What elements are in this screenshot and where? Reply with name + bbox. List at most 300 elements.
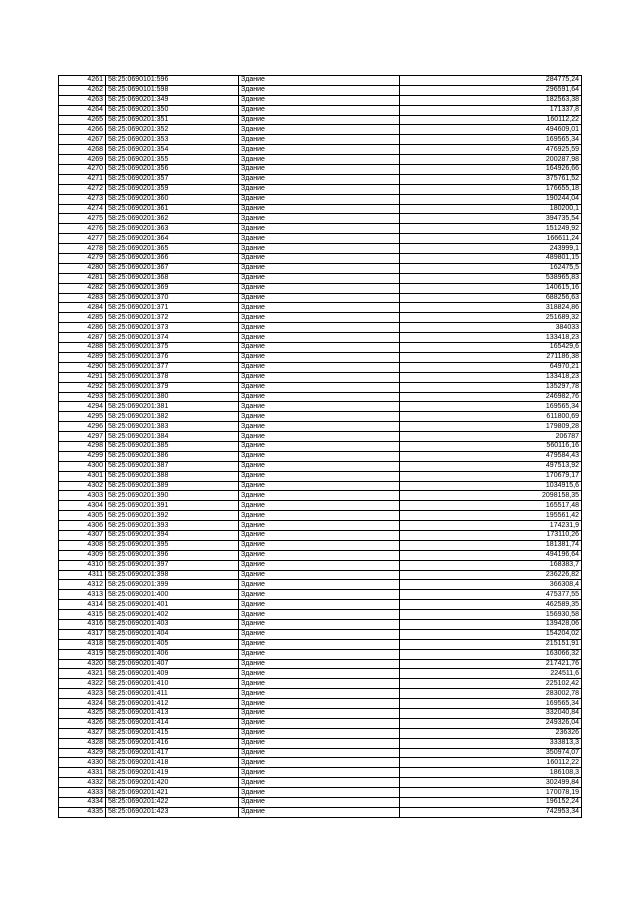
cadastral-value-cell: 171337,8 (400, 105, 582, 115)
object-type-cell: Здание (239, 263, 400, 273)
cadastral-number-cell: 58:25:0690201:396 (106, 550, 239, 560)
table-row (59, 699, 582, 709)
table-row (59, 728, 582, 738)
row-number-cell: 4303 (59, 491, 106, 501)
cadastral-number-cell: 58:25:0690201:356 (106, 165, 239, 175)
cadastral-value-cell: 215151,91 (400, 639, 582, 649)
row-number-cell: 4311 (59, 570, 106, 580)
table-row (59, 115, 582, 125)
cadastral-number-cell: 58:25:0690201:386 (106, 451, 239, 461)
object-type-cell: Здание (239, 85, 400, 95)
table-row (59, 184, 582, 194)
object-type-cell: Здание (239, 125, 400, 135)
cadastral-number-cell: 58:25:0690201:418 (106, 758, 239, 768)
table-row (59, 639, 582, 649)
row-number-cell: 4277 (59, 234, 106, 244)
object-type-cell: Здание (239, 590, 400, 600)
cadastral-number-cell: 58:25:0690201:400 (106, 590, 239, 600)
cadastral-number-cell: 58:25:0690201:364 (106, 234, 239, 244)
cadastral-number-cell: 58:25:0690201:417 (106, 748, 239, 758)
cadastral-number-cell: 58:25:0690201:365 (106, 244, 239, 254)
object-type-cell: Здание (239, 629, 400, 639)
cadastral-number-cell: 58:25:0690201:355 (106, 155, 239, 165)
cadastral-number-cell: 58:25:0690201:351 (106, 115, 239, 125)
row-number-cell: 4292 (59, 382, 106, 392)
row-number-cell: 4316 (59, 619, 106, 629)
row-number-cell: 4291 (59, 372, 106, 382)
row-number-cell: 4330 (59, 758, 106, 768)
table-row (59, 501, 582, 511)
row-number-cell: 4281 (59, 273, 106, 283)
row-number-cell: 4313 (59, 590, 106, 600)
table-row (59, 798, 582, 808)
object-type-cell: Здание (239, 303, 400, 313)
cadastral-number-cell: 58:25:0690201:388 (106, 471, 239, 481)
row-number-cell: 4332 (59, 778, 106, 788)
row-number-cell: 4261 (59, 76, 106, 86)
cadastral-number-cell: 58:25:0690201:413 (106, 709, 239, 719)
cadastral-number-cell: 58:25:0690201:354 (106, 145, 239, 155)
table-row (59, 422, 582, 432)
object-type-cell: Здание (239, 145, 400, 155)
cadastral-value-cell: 170679,17 (400, 471, 582, 481)
object-type-cell: Здание (239, 293, 400, 303)
cadastral-value-cell: 154204,02 (400, 629, 582, 639)
table-body (59, 76, 582, 818)
cadastral-number-cell: 58:25:0690201:422 (106, 798, 239, 808)
cadastral-number-cell: 58:25:0690201:409 (106, 669, 239, 679)
cadastral-value-cell: 133418,23 (400, 372, 582, 382)
cadastral-number-cell: 58:25:0690201:380 (106, 392, 239, 402)
row-number-cell: 4290 (59, 362, 106, 372)
cadastral-value-cell: 179809,28 (400, 422, 582, 432)
row-number-cell: 4297 (59, 432, 106, 442)
table-row (59, 333, 582, 343)
row-number-cell: 4266 (59, 125, 106, 135)
row-number-cell: 4276 (59, 224, 106, 234)
table-row (59, 76, 582, 86)
row-number-cell: 4309 (59, 550, 106, 560)
cadastral-value-cell: 180200,1 (400, 204, 582, 214)
row-number-cell: 4300 (59, 461, 106, 471)
cadastral-value-cell: 246982,76 (400, 392, 582, 402)
object-type-cell: Здание (239, 501, 400, 511)
row-number-cell: 4275 (59, 214, 106, 224)
table-row (59, 382, 582, 392)
table-row (59, 709, 582, 719)
object-type-cell: Здание (239, 540, 400, 550)
cadastral-value-cell: 165517,48 (400, 501, 582, 511)
cadastral-number-cell: 58:25:0690201:359 (106, 184, 239, 194)
cadastral-value-cell: 140615,16 (400, 283, 582, 293)
cadastral-number-cell: 58:25:0690201:397 (106, 560, 239, 570)
cadastral-number-cell: 58:25:0690201:420 (106, 778, 239, 788)
object-type-cell: Здание (239, 402, 400, 412)
object-type-cell: Здание (239, 333, 400, 343)
object-type-cell: Здание (239, 362, 400, 372)
row-number-cell: 4286 (59, 323, 106, 333)
object-type-cell: Здание (239, 521, 400, 531)
row-number-cell: 4319 (59, 649, 106, 659)
object-type-cell: Здание (239, 382, 400, 392)
table-row (59, 590, 582, 600)
row-number-cell: 4268 (59, 145, 106, 155)
row-number-cell: 4267 (59, 135, 106, 145)
cadastral-number-cell: 58:25:0690201:404 (106, 629, 239, 639)
object-type-cell: Здание (239, 461, 400, 471)
cadastral-number-cell: 58:25:0690201:415 (106, 728, 239, 738)
row-number-cell: 4283 (59, 293, 106, 303)
cadastral-value-cell: 251689,32 (400, 313, 582, 323)
row-number-cell: 4293 (59, 392, 106, 402)
cadastral-number-cell: 58:25:0690201:374 (106, 333, 239, 343)
object-type-cell: Здание (239, 718, 400, 728)
table-row (59, 165, 582, 175)
cadastral-value-cell: 168383,7 (400, 560, 582, 570)
object-type-cell: Здание (239, 807, 400, 817)
row-number-cell: 4285 (59, 313, 106, 323)
row-number-cell: 4308 (59, 540, 106, 550)
object-type-cell: Здание (239, 570, 400, 580)
table-row (59, 718, 582, 728)
table-row (59, 471, 582, 481)
table-row (59, 392, 582, 402)
object-type-cell: Здание (239, 580, 400, 590)
cadastral-value-cell: 350974,07 (400, 748, 582, 758)
cadastral-number-cell: 58:25:0690201:406 (106, 649, 239, 659)
row-number-cell: 4335 (59, 807, 106, 817)
object-type-cell: Здание (239, 392, 400, 402)
table-row (59, 738, 582, 748)
cadastral-number-cell: 58:25:0690201:350 (106, 105, 239, 115)
cadastral-value-cell: 169565,34 (400, 135, 582, 145)
table-row (59, 748, 582, 758)
cadastral-value-cell: 1034915,6 (400, 481, 582, 491)
cadastral-value-cell: 271186,38 (400, 352, 582, 362)
cadastral-value-cell: 196152,24 (400, 798, 582, 808)
object-type-cell: Здание (239, 689, 400, 699)
row-number-cell: 4295 (59, 412, 106, 422)
cadastral-value-cell: 366308,4 (400, 580, 582, 590)
table-row (59, 530, 582, 540)
table-row (59, 689, 582, 699)
cadastral-value-cell: 284775,24 (400, 76, 582, 86)
object-type-cell: Здание (239, 174, 400, 184)
cadastral-number-cell: 58:25:0690201:361 (106, 204, 239, 214)
table-row (59, 540, 582, 550)
row-number-cell: 4278 (59, 244, 106, 254)
cadastral-value-cell: 611800,69 (400, 412, 582, 422)
table-row (59, 402, 582, 412)
table-row (59, 570, 582, 580)
row-number-cell: 4334 (59, 798, 106, 808)
table-row (59, 125, 582, 135)
row-number-cell: 4314 (59, 600, 106, 610)
cadastral-number-cell: 58:25:0690201:401 (106, 600, 239, 610)
cadastral-number-cell: 58:25:0690201:360 (106, 194, 239, 204)
row-number-cell: 4274 (59, 204, 106, 214)
cadastral-number-cell: 58:25:0690201:378 (106, 372, 239, 382)
cadastral-number-cell: 58:25:0690101:598 (106, 85, 239, 95)
table-row (59, 293, 582, 303)
object-type-cell: Здание (239, 481, 400, 491)
cadastral-number-cell: 58:25:0690201:383 (106, 422, 239, 432)
row-number-cell: 4273 (59, 194, 106, 204)
table-row (59, 323, 582, 333)
row-number-cell: 4262 (59, 85, 106, 95)
object-type-cell: Здание (239, 313, 400, 323)
cadastral-number-cell: 58:25:0690201:377 (106, 362, 239, 372)
cadastral-value-cell: 394735,54 (400, 214, 582, 224)
object-type-cell: Здание (239, 639, 400, 649)
table-row (59, 224, 582, 234)
table-row (59, 788, 582, 798)
table-row (59, 600, 582, 610)
cadastral-value-cell: 375761,52 (400, 174, 582, 184)
table-row (59, 135, 582, 145)
object-type-cell: Здание (239, 511, 400, 521)
row-number-cell: 4321 (59, 669, 106, 679)
object-type-cell: Здание (239, 709, 400, 719)
table-row (59, 362, 582, 372)
cadastral-value-cell: 249326,04 (400, 718, 582, 728)
cadastral-value-cell: 462589,35 (400, 600, 582, 610)
cadastral-value-cell: 176655,18 (400, 184, 582, 194)
cadastral-value-cell: 497513,92 (400, 461, 582, 471)
row-number-cell: 4317 (59, 629, 106, 639)
cadastral-number-cell: 58:25:0690201:367 (106, 263, 239, 273)
cadastral-value-cell: 384033 (400, 323, 582, 333)
cadastral-number-cell: 58:25:0690201:381 (106, 402, 239, 412)
cadastral-number-cell: 58:25:0690201:407 (106, 659, 239, 669)
row-number-cell: 4333 (59, 788, 106, 798)
row-number-cell: 4294 (59, 402, 106, 412)
cadastral-number-cell: 58:25:0690201:399 (106, 580, 239, 590)
cadastral-number-cell: 58:25:0690201:357 (106, 174, 239, 184)
table-row (59, 303, 582, 313)
table-row (59, 778, 582, 788)
cadastral-value-cell: 162475,5 (400, 263, 582, 273)
cadastral-number-cell: 58:25:0690201:402 (106, 610, 239, 620)
cadastral-number-cell: 58:25:0690201:375 (106, 343, 239, 353)
cadastral-number-cell: 58:25:0690201:395 (106, 540, 239, 550)
object-type-cell: Здание (239, 491, 400, 501)
table-row (59, 372, 582, 382)
cadastral-value-cell: 182563,38 (400, 95, 582, 105)
row-number-cell: 4306 (59, 521, 106, 531)
cadastral-number-cell: 58:25:0690201:392 (106, 511, 239, 521)
object-type-cell: Здание (239, 530, 400, 540)
cadastral-value-cell: 217421,76 (400, 659, 582, 669)
cadastral-value-cell: 296591,64 (400, 85, 582, 95)
table-row (59, 313, 582, 323)
cadastral-value-cell: 224511,6 (400, 669, 582, 679)
object-type-cell: Здание (239, 679, 400, 689)
object-type-cell: Здание (239, 194, 400, 204)
row-number-cell: 4270 (59, 165, 106, 175)
row-number-cell: 4310 (59, 560, 106, 570)
cadastral-number-cell: 58:25:0690201:389 (106, 481, 239, 491)
object-type-cell: Здание (239, 699, 400, 709)
table-row (59, 669, 582, 679)
cadastral-number-cell: 58:25:0690201:370 (106, 293, 239, 303)
object-type-cell: Здание (239, 343, 400, 353)
table-row (59, 521, 582, 531)
object-type-cell: Здание (239, 254, 400, 264)
cadastral-value-cell: 151249,92 (400, 224, 582, 234)
cadastral-number-cell: 58:25:0690201:398 (106, 570, 239, 580)
row-number-cell: 4263 (59, 95, 106, 105)
cadastral-value-cell: 164926,66 (400, 165, 582, 175)
row-number-cell: 4307 (59, 530, 106, 540)
table-row (59, 155, 582, 165)
row-number-cell: 4271 (59, 174, 106, 184)
object-type-cell: Здание (239, 441, 400, 451)
cadastral-value-cell: 560116,16 (400, 441, 582, 451)
row-number-cell: 4302 (59, 481, 106, 491)
row-number-cell: 4318 (59, 639, 106, 649)
row-number-cell: 4323 (59, 689, 106, 699)
row-number-cell: 4304 (59, 501, 106, 511)
table-row (59, 343, 582, 353)
cadastral-number-cell: 58:25:0690201:379 (106, 382, 239, 392)
cadastral-value-cell: 688256,63 (400, 293, 582, 303)
table-row (59, 610, 582, 620)
cadastral-number-cell: 58:25:0690201:391 (106, 501, 239, 511)
cadastral-number-cell: 58:25:0690201:385 (106, 441, 239, 451)
cadastral-number-cell: 58:25:0690201:410 (106, 679, 239, 689)
cadastral-number-cell: 58:25:0690201:363 (106, 224, 239, 234)
object-type-cell: Здание (239, 224, 400, 234)
cadastral-number-cell: 58:25:0690201:393 (106, 521, 239, 531)
table-row (59, 491, 582, 501)
cadastral-value-cell: 190244,04 (400, 194, 582, 204)
row-number-cell: 4264 (59, 105, 106, 115)
cadastral-value-cell: 243999,1 (400, 244, 582, 254)
cadastral-number-cell: 58:25:0690101:596 (106, 76, 239, 86)
table-row (59, 441, 582, 451)
cadastral-value-cell: 236326 (400, 728, 582, 738)
row-number-cell: 4298 (59, 441, 106, 451)
cadastral-value-cell: 494609,01 (400, 125, 582, 135)
cadastral-value-cell: 489801,15 (400, 254, 582, 264)
object-type-cell: Здание (239, 600, 400, 610)
object-type-cell: Здание (239, 283, 400, 293)
table-row (59, 580, 582, 590)
cadastral-number-cell: 58:25:0690201:405 (106, 639, 239, 649)
cadastral-value-cell: 494196,64 (400, 550, 582, 560)
table-row (59, 461, 582, 471)
table-row (59, 807, 582, 817)
object-type-cell: Здание (239, 659, 400, 669)
cadastral-number-cell: 58:25:0690201:416 (106, 738, 239, 748)
table-row (59, 649, 582, 659)
table-row (59, 768, 582, 778)
object-type-cell: Здание (239, 738, 400, 748)
cadastral-value-cell: 64970,21 (400, 362, 582, 372)
object-type-cell: Здание (239, 550, 400, 560)
object-type-cell: Здание (239, 76, 400, 86)
cadastral-value-cell: 332040,84 (400, 709, 582, 719)
row-number-cell: 4296 (59, 422, 106, 432)
object-type-cell: Здание (239, 95, 400, 105)
object-type-cell: Здание (239, 115, 400, 125)
cadastral-number-cell: 58:25:0690201:376 (106, 352, 239, 362)
row-number-cell: 4331 (59, 768, 106, 778)
object-type-cell: Здание (239, 432, 400, 442)
cadastral-value-cell: 538965,83 (400, 273, 582, 283)
table-row (59, 432, 582, 442)
cadastral-number-cell: 58:25:0690201:411 (106, 689, 239, 699)
row-number-cell: 4305 (59, 511, 106, 521)
cadastral-value-cell: 163066,32 (400, 649, 582, 659)
object-type-cell: Здание (239, 165, 400, 175)
object-type-cell: Здание (239, 184, 400, 194)
cadastral-number-cell: 58:25:0690201:372 (106, 313, 239, 323)
cadastral-value-cell: 170078,19 (400, 788, 582, 798)
object-type-cell: Здание (239, 273, 400, 283)
cadastral-value-table (58, 75, 582, 818)
cadastral-value-cell: 173110,26 (400, 530, 582, 540)
table-row (59, 145, 582, 155)
row-number-cell: 4326 (59, 718, 106, 728)
object-type-cell: Здание (239, 610, 400, 620)
row-number-cell: 4328 (59, 738, 106, 748)
cadastral-value-cell: 333813,3 (400, 738, 582, 748)
cadastral-value-cell: 133418,23 (400, 333, 582, 343)
cadastral-number-cell: 58:25:0690201:349 (106, 95, 239, 105)
table-row (59, 244, 582, 254)
row-number-cell: 4282 (59, 283, 106, 293)
object-type-cell: Здание (239, 619, 400, 629)
cadastral-value-cell: 169565,34 (400, 699, 582, 709)
cadastral-number-cell: 58:25:0690201:369 (106, 283, 239, 293)
table-row (59, 451, 582, 461)
table-row (59, 659, 582, 669)
cadastral-number-cell: 58:25:0690201:371 (106, 303, 239, 313)
object-type-cell: Здание (239, 352, 400, 362)
cadastral-number-cell: 58:25:0690201:368 (106, 273, 239, 283)
table-row (59, 174, 582, 184)
table-row (59, 481, 582, 491)
table-row (59, 95, 582, 105)
table-row (59, 511, 582, 521)
cadastral-number-cell: 58:25:0690201:384 (106, 432, 239, 442)
object-type-cell: Здание (239, 422, 400, 432)
object-type-cell: Здание (239, 412, 400, 422)
table-row (59, 352, 582, 362)
row-number-cell: 4280 (59, 263, 106, 273)
table-row (59, 105, 582, 115)
table-row (59, 194, 582, 204)
table-row (59, 283, 582, 293)
object-type-cell: Здание (239, 798, 400, 808)
table-row (59, 204, 582, 214)
row-number-cell: 4284 (59, 303, 106, 313)
cadastral-number-cell: 58:25:0690201:353 (106, 135, 239, 145)
row-number-cell: 4272 (59, 184, 106, 194)
object-type-cell: Здание (239, 778, 400, 788)
row-number-cell: 4287 (59, 333, 106, 343)
cadastral-value-cell: 139428,06 (400, 619, 582, 629)
table-row (59, 263, 582, 273)
cadastral-number-cell: 58:25:0690201:373 (106, 323, 239, 333)
object-type-cell: Здание (239, 155, 400, 165)
table-row (59, 412, 582, 422)
cadastral-number-cell: 58:25:0690201:423 (106, 807, 239, 817)
object-type-cell: Здание (239, 234, 400, 244)
object-type-cell: Здание (239, 105, 400, 115)
